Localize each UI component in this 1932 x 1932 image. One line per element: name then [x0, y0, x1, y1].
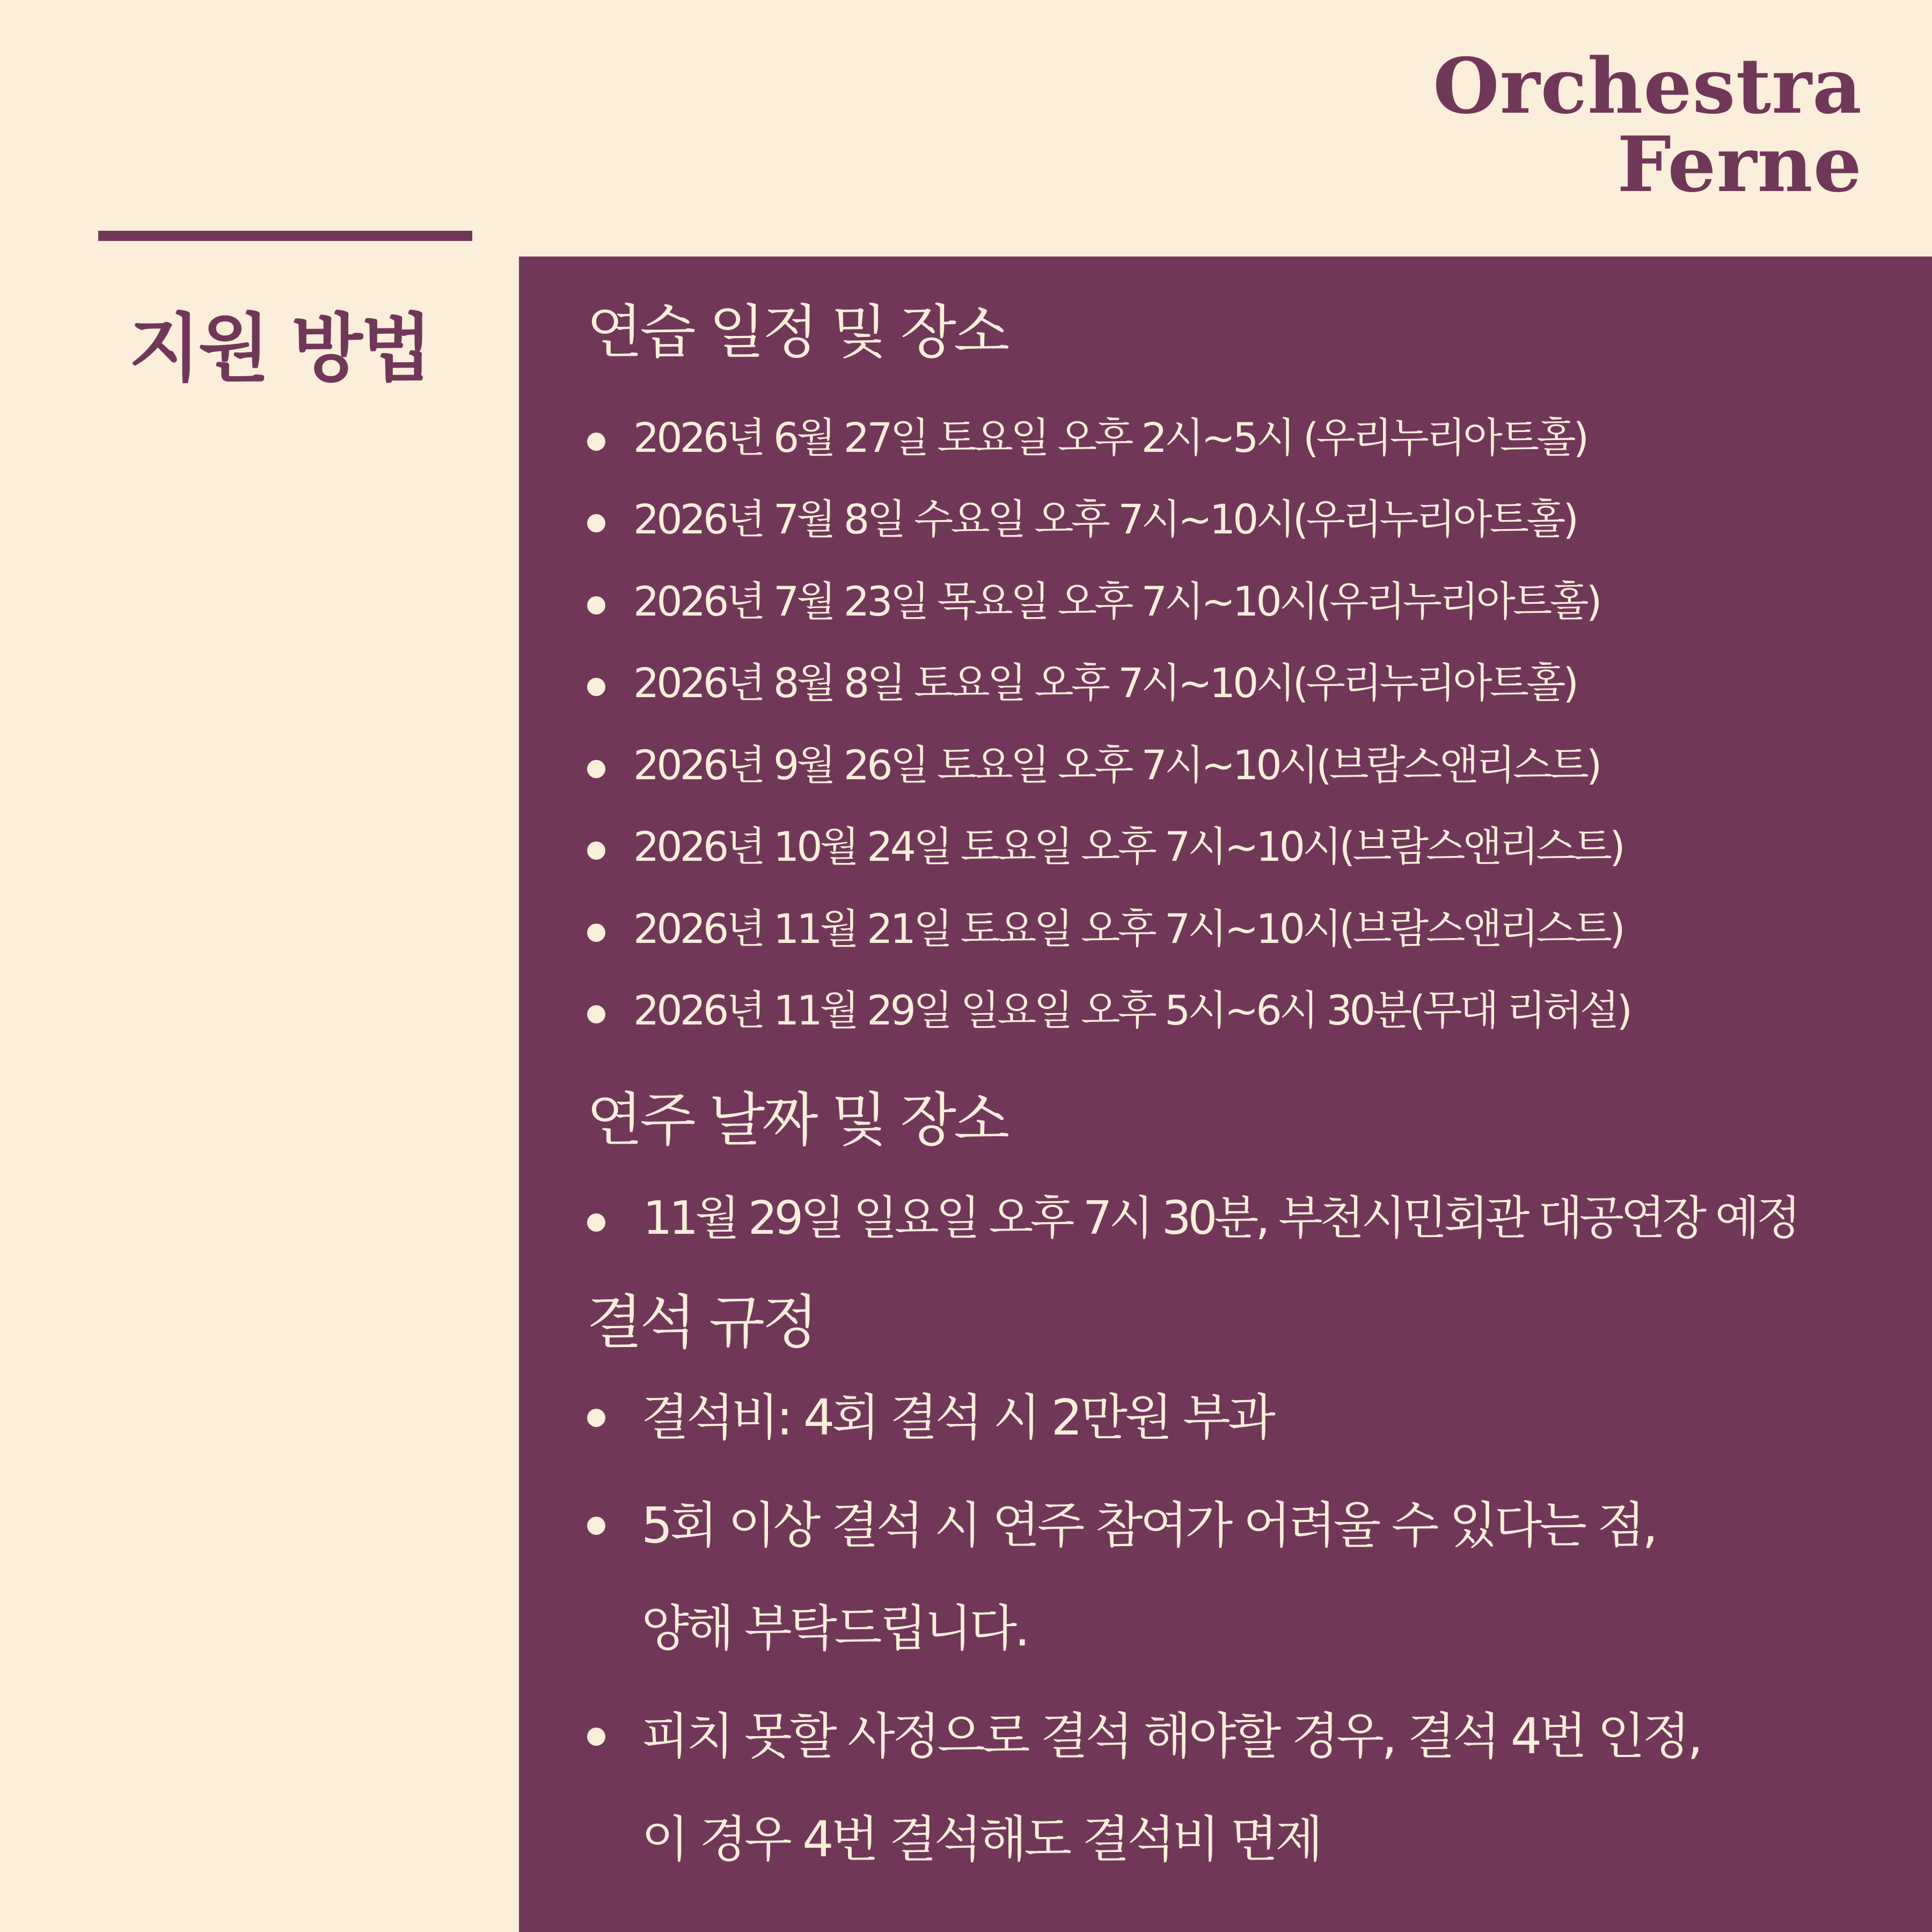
- bullet-icon: [587, 433, 605, 451]
- practice-item: 2026년 10월 24일 토요일 오후 7시~10시(브람스앤리스트): [633, 823, 1623, 870]
- title-divider: [98, 231, 472, 241]
- bullet-icon: [587, 1213, 605, 1232]
- practice-item: 2026년 9월 26일 토요일 오후 7시~10시(브람스앤리스트): [633, 741, 1600, 789]
- practice-item: 2026년 7월 23일 목요일 오후 7시~10시(우리누리아트홀): [633, 577, 1600, 625]
- absence-item: 결석비: 4회 결석 시 2만원 부과: [641, 1389, 1273, 1446]
- page-title: 지원 방법: [129, 305, 430, 392]
- practice-item: 2026년 7월 8일 수요일 오후 7시~10시(우리누리아트홀): [633, 495, 1577, 543]
- bullet-icon: [587, 1005, 605, 1023]
- bullet-icon: [587, 924, 605, 942]
- performance-heading: 연주 날짜 및 장소: [587, 1087, 1007, 1154]
- absence-item: 피치 못할 사정으로 결석 해야할 경우, 결석 4번 인정,: [641, 1708, 1701, 1765]
- brand-logo: [1433, 42, 1862, 209]
- brand-line-2: Ferne: [1617, 120, 1862, 209]
- absence-item-continued: 이 경우 4번 결석해도 결석비 면제: [641, 1811, 1321, 1868]
- practice-item: 2026년 6월 27일 토요일 오후 2시~5시 (우리누리아트홀): [633, 414, 1587, 462]
- bullet-icon: [587, 596, 605, 614]
- absence-item-continued: 양해 부탁드립니다.: [641, 1600, 1028, 1657]
- bullet-icon: [587, 1728, 605, 1746]
- bullet-icon: [587, 514, 605, 532]
- bullet-icon: [587, 760, 605, 778]
- brand-line-1: Orchestra: [1433, 42, 1862, 131]
- absence-heading: 결석 규정: [587, 1289, 816, 1356]
- practice-item: 2026년 11월 21일 토요일 오후 7시~10시(브람스앤리스트): [633, 905, 1623, 953]
- bullet-icon: [587, 678, 605, 696]
- practice-heading: 연습 일정 및 장소: [587, 299, 1007, 366]
- performance-item: 11월 29일 일요일 오후 7시 30분, 부천시민회관 대공연장 예정: [643, 1191, 1798, 1245]
- absence-item: 5회 이상 결석 시 연주 참여가 어려울 수 있다는 점,: [641, 1497, 1656, 1554]
- practice-item: 2026년 11월 29일 일요일 오후 5시~6시 30분(무대 리허설): [633, 986, 1630, 1034]
- practice-item: 2026년 8월 8일 토요일 오후 7시~10시(우리누리아트홀): [633, 659, 1577, 707]
- bullet-icon: [587, 841, 605, 860]
- bullet-icon: [587, 1409, 605, 1427]
- bullet-icon: [587, 1517, 605, 1535]
